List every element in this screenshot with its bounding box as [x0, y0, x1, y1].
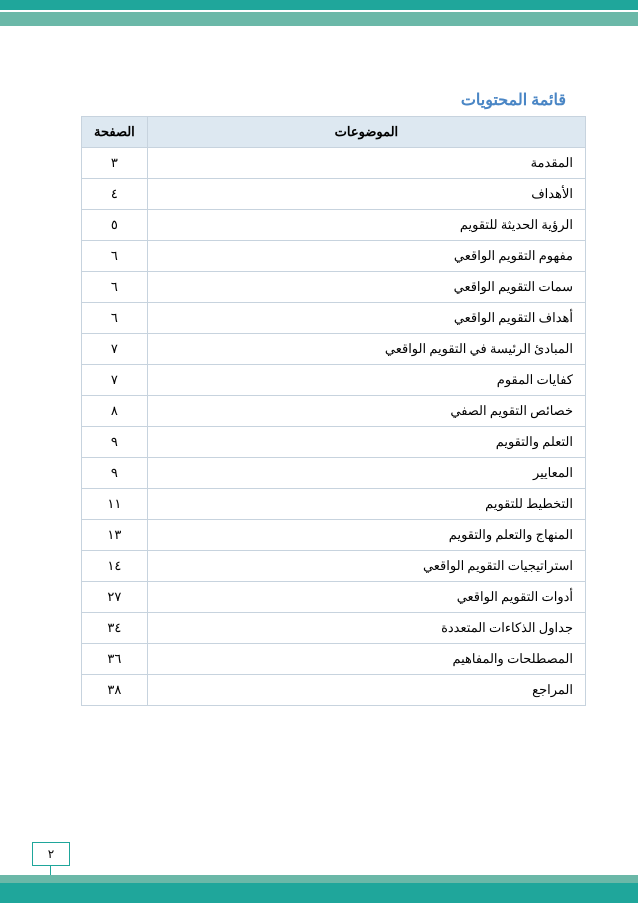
toc-topic: المراجع: [147, 675, 585, 706]
toc-row: [82, 489, 586, 520]
toc-row: [82, 458, 586, 489]
toc-page-number: ٤: [82, 179, 148, 210]
toc-page-number: ٣: [82, 148, 148, 179]
toc-page-number: ١٤: [82, 551, 148, 582]
page-column-header: الصفحة: [82, 117, 148, 148]
toc-page-number: ٧: [82, 334, 148, 365]
toc-topic: الرؤية الحديثة للتقويم: [147, 210, 585, 241]
toc-page-number: ٣٦: [82, 644, 148, 675]
toc-row: [82, 613, 586, 644]
toc-row: [82, 427, 586, 458]
toc-row: [82, 241, 586, 272]
toc-page-number: ٦: [82, 272, 148, 303]
top-light-band: [0, 12, 638, 26]
toc-page-number: ٩: [82, 458, 148, 489]
toc-row: [82, 272, 586, 303]
toc-row: [82, 303, 586, 334]
toc-topic: جداول الذكاءات المتعددة: [147, 613, 585, 644]
toc-topic: التخطيط للتقويم: [147, 489, 585, 520]
toc-page-number: ٦: [82, 241, 148, 272]
toc-topic: مفهوم التقويم الواقعي: [147, 241, 585, 272]
toc-page-number: ٣٤: [82, 613, 148, 644]
topic-column-header: الموضوعات: [147, 117, 585, 148]
toc-page-number: ٢٧: [82, 582, 148, 613]
toc-page-number: ٦: [82, 303, 148, 334]
toc-topic: خصائص التقويم الصفي: [147, 396, 585, 427]
toc-row: [82, 179, 586, 210]
page-number-box: [32, 842, 70, 866]
toc-page-number: ٩: [82, 427, 148, 458]
toc-topic: استراتيجيات التقويم الواقعي: [147, 551, 585, 582]
toc-row: [82, 644, 586, 675]
toc-row: [82, 365, 586, 396]
toc-page-number: ٨: [82, 396, 148, 427]
toc-page-number: ٥: [82, 210, 148, 241]
top-dark-band: [0, 0, 638, 10]
toc-page-number: ٣٨: [82, 675, 148, 706]
toc-row: [82, 210, 586, 241]
toc-row: [82, 675, 586, 706]
bottom-light-band: [0, 875, 638, 883]
page-title: قائمة المحتويات: [460, 92, 566, 109]
toc-page-number: ١١: [82, 489, 148, 520]
toc-row: [82, 334, 586, 365]
toc-topic: كفايات المقوم: [147, 365, 585, 396]
page-number: ٢: [47, 846, 55, 861]
toc-page-number: ٧: [82, 365, 148, 396]
toc-topic: الأهداف: [147, 179, 585, 210]
toc-topic: أهداف التقويم الواقعي: [147, 303, 585, 334]
toc-body: [82, 148, 586, 706]
toc-row: [82, 396, 586, 427]
toc-page-number: ١٣: [82, 520, 148, 551]
toc-row: [82, 148, 586, 179]
toc-table: [81, 116, 586, 706]
toc-row: [82, 582, 586, 613]
toc-topic: المقدمة: [147, 148, 585, 179]
toc-topic: سمات التقويم الواقعي: [147, 272, 585, 303]
toc-header-row: [82, 117, 586, 148]
toc-topic: المعايير: [147, 458, 585, 489]
toc-topic: أدوات التقويم الواقعي: [147, 582, 585, 613]
toc-topic: المبادئ الرئيسة في التقويم الواقعي: [147, 334, 585, 365]
toc-topic: التعلم والتقويم: [147, 427, 585, 458]
toc-row: [82, 551, 586, 582]
bottom-dark-band: [0, 883, 638, 903]
toc-row: [82, 520, 586, 551]
toc-topic: المنهاج والتعلم والتقويم: [147, 520, 585, 551]
toc-topic: المصطلحات والمفاهيم: [147, 644, 585, 675]
